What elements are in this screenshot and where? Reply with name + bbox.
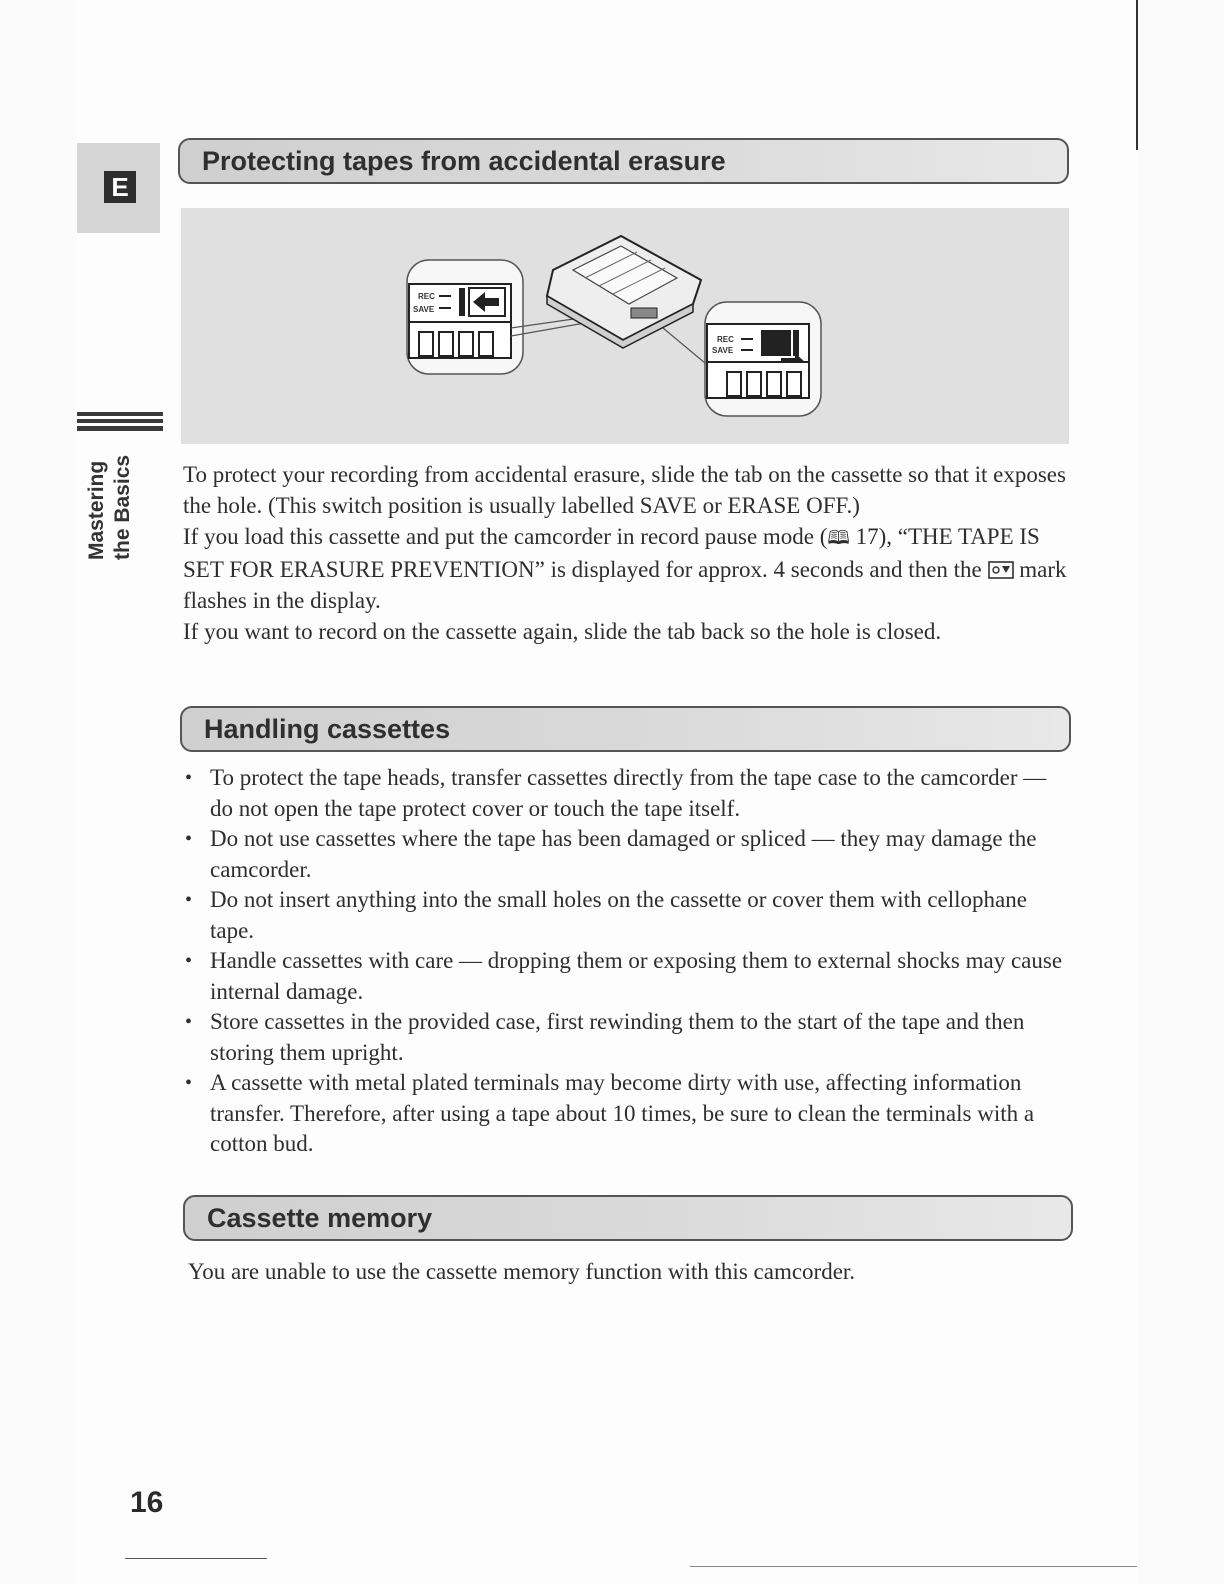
left-save-label: SAVE bbox=[413, 305, 435, 314]
right-rec-label: REC bbox=[717, 335, 734, 344]
memory-body bbox=[188, 1256, 1073, 1287]
list-item: • A cassette with metal plated terminals may become dirty with use, affecting information transfer. Therefore, after using a tape about 10 times, be sure to clean the terminals with a cotton bud. bbox=[183, 1068, 1073, 1160]
protect-para2 bbox=[183, 521, 1073, 616]
section-title-protect: Protecting tapes from accidental erasure bbox=[202, 146, 726, 176]
list-item: • To protect the tape heads, transfer cassettes directly from the tape case to the camcorder — do not open the tape protect cover or touch the tape itself. bbox=[183, 763, 1073, 824]
section-header-memory bbox=[183, 1195, 1073, 1241]
section-header-protect bbox=[178, 138, 1069, 184]
protect-para2-ref-page: 17), bbox=[855, 524, 892, 549]
book-icon: 🕮 bbox=[827, 527, 850, 549]
erasure-prevention-mark-icon bbox=[988, 560, 1014, 580]
list-item: • Do not insert anything into the small holes on the cassette or cover them with cellophane tape. bbox=[183, 885, 1073, 946]
section-title-handling: Handling cassettes bbox=[204, 714, 451, 744]
side-label-line2: the Basics bbox=[111, 454, 134, 560]
left-switch-callout bbox=[407, 260, 523, 374]
side-section-label bbox=[84, 440, 136, 560]
margin-rule bbox=[1136, 0, 1138, 150]
protect-body bbox=[183, 459, 1073, 647]
right-save-label: SAVE bbox=[712, 346, 734, 355]
section-header-handling bbox=[180, 706, 1071, 752]
memory-text: You are unable to use the cassette memory function with this camcorder. bbox=[188, 1259, 856, 1284]
footer-rule-left bbox=[125, 1558, 267, 1559]
protect-para2-end: mark flashes in the display. bbox=[183, 557, 1067, 613]
footer-rule-right bbox=[690, 1566, 1137, 1567]
protect-para1: To protect your recording from accidental erasure, slide the tab on the cassette so that it exposes the hole. (This switch position is usually labelled SAVE or ERASE OFF.) bbox=[183, 462, 1066, 518]
side-label-line1: Mastering bbox=[85, 460, 108, 560]
language-tab-letter: E bbox=[104, 171, 136, 203]
side-bars bbox=[77, 412, 163, 434]
list-item: • Store cassettes in the provided case, first rewinding them to the start of the tape and then storing them upright. bbox=[183, 1007, 1073, 1068]
protect-para3: If you want to record on the cassette again, slide the tab back so the hole is closed. bbox=[183, 619, 942, 644]
right-switch-callout bbox=[705, 302, 821, 416]
list-item: • Do not use cassettes where the tape has been damaged or spliced — they may damage the camcorder. bbox=[183, 824, 1073, 885]
handling-bullet-list bbox=[183, 763, 1073, 1160]
protect-para2-after: “THE TAPE IS SET FOR ERASURE PREVENTION” is displayed for approx. 4 seconds and then the bbox=[183, 524, 1040, 582]
section-title-memory: Cassette memory bbox=[207, 1203, 433, 1233]
page-number: 16 bbox=[130, 1486, 164, 1519]
left-rec-label: REC bbox=[418, 292, 435, 301]
cassette-illustration bbox=[181, 208, 1069, 444]
list-item: • Handle cassettes with care — dropping them or exposing them to external shocks may cause internal damage. bbox=[183, 946, 1073, 1007]
cassette-diagram bbox=[181, 208, 1069, 444]
protect-para2-before: If you load this cassette and put the camcorder in record pause mode ( bbox=[183, 524, 828, 549]
cassette-drawing bbox=[547, 236, 701, 348]
